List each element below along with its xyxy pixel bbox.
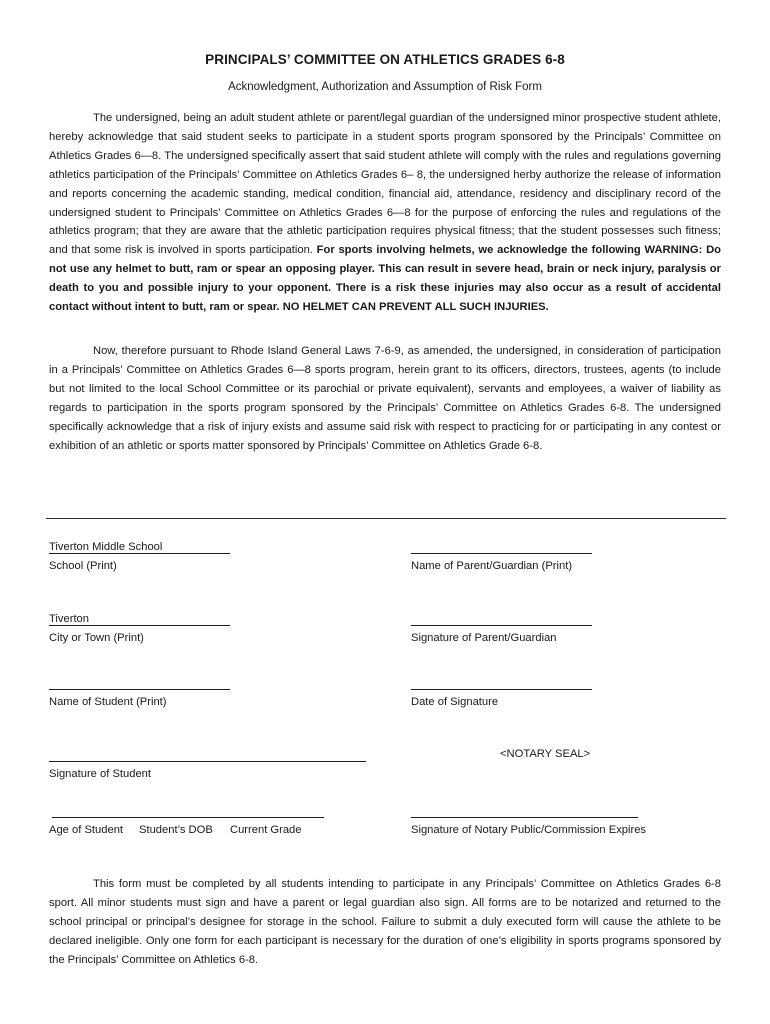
guardian-name-label: Name of Parent/Guardian (Print)	[411, 560, 573, 572]
notary-signature-label: Signature of Notary Public/Commission Expires	[411, 824, 647, 836]
age-label: Age of Student	[49, 824, 124, 836]
guardian-signature-field-line[interactable]	[411, 625, 592, 626]
date-field-line[interactable]	[411, 689, 592, 690]
instructions-text: This form must be completed by all students intending to participate in any Principals’ Committee on Athletics Grades 6-8 sport. All minor students must sign and have a parent or legal guardian also sign. All forms are to be notarized and returned to the school principal or principal’s designee for storage in the school. Failure to submit a duly executed form will cause the athlete to be declared ineligible. Only one form for each participant is necessary for the duration of one’s eligibility in sports programs sponsored by the Principals’ Committee on Athletics 6-8.	[49, 878, 721, 966]
section-divider	[46, 518, 726, 519]
form-title: PRINCIPALS’ COMMITTEE ON ATHLETICS GRADES 6-8	[205, 52, 565, 67]
school-label: School (Print)	[49, 560, 117, 572]
form-subtitle: Acknowledgment, Authorization and Assumption of Risk Form	[228, 81, 542, 93]
student-signature-label: Signature of Student	[49, 768, 152, 780]
notary-seal-placeholder: <NOTARY SEAL>	[500, 748, 591, 760]
student-signature-field-line[interactable]	[49, 761, 366, 762]
instructions-paragraph	[49, 875, 721, 970]
helmet-warning-text: For sports involving helmets, we acknowledge the following WARNING: Do not use any helmet to butt, ram or spear an opposing player. This can result in severe head, brain or neck injury, paralysis or death to you and possible injury to your opponent. There is a risk these injuries may also occur as a result of accidental contact without intent to butt, ram or spear. NO HELMET CAN PREVENT ALL SUCH INJURIES.	[49, 244, 721, 314]
school-field-line	[49, 553, 230, 554]
waiver-text: Now, therefore pursuant to Rhode Island General Laws 7-6-9, as amended, the undersigned, in consideration of participation in a Principals’ Committee on Athletics Grades 6—8 sports program, herein grant to its officers, directors, trustees, agents (to include but not limited to the local School Committee or its parochial or private equivalent), servants and employees, a waiver of liability as regards to participation in the sports program sponsored by the Principals’ Committee on Athletics Grades 6-8. The undersigned specifically acknowledge that a risk of injury exists and assume said risk with respect to practicing for or participating in any contest or exhibition of an athletic or sports matter sponsored by Principals’ Committee on Athletics Grade 6-8.	[49, 345, 721, 452]
date-label: Date of Signature	[411, 696, 499, 708]
notary-signature-field-line[interactable]	[411, 817, 638, 818]
authorization-text: The undersigned, being an adult student athlete or parent/legal guardian of the undersigned minor prospective student athlete, hereby acknowledge that said student seeks to participate in a student sports program sponsored by the Principals’ Committee on Athletics Grades 6—8. The undersigned specifically assert that said student athlete will comply with the rules and regulations governing athletics participation of the Principals’ Committee on Athletics Grades 6– 8, the undersigned herby authorize the release of information and reports concerning the academic standing, medical condition, financial aid, attendance, residency and disciplinary record of the undersigned student to Principals’ Committee on Athletics Grades 6—8 for the purpose of enforcing the rules and regulations of the athletics program; that they are aware that the athletic participation requires physical fitness; that the student possesses such fitness; and that some risk is involved in sports participation.	[49, 112, 721, 257]
waiver-paragraph	[49, 342, 721, 455]
city-label: City or Town (Print)	[49, 632, 144, 644]
city-field-line	[49, 625, 230, 626]
student-name-label: Name of Student (Print)	[49, 696, 167, 708]
student-name-field-line[interactable]	[49, 689, 230, 690]
dob-label: Student’s DOB	[139, 824, 213, 836]
city-value[interactable]: Tiverton	[49, 613, 89, 625]
guardian-signature-label: Signature of Parent/Guardian	[411, 632, 557, 644]
school-value[interactable]: Tiverton Middle School	[49, 541, 163, 553]
grade-label: Current Grade	[230, 824, 302, 836]
guardian-name-field-line[interactable]	[411, 553, 592, 554]
age-dob-grade-field-line[interactable]	[52, 817, 324, 818]
authorization-paragraph	[49, 109, 721, 317]
